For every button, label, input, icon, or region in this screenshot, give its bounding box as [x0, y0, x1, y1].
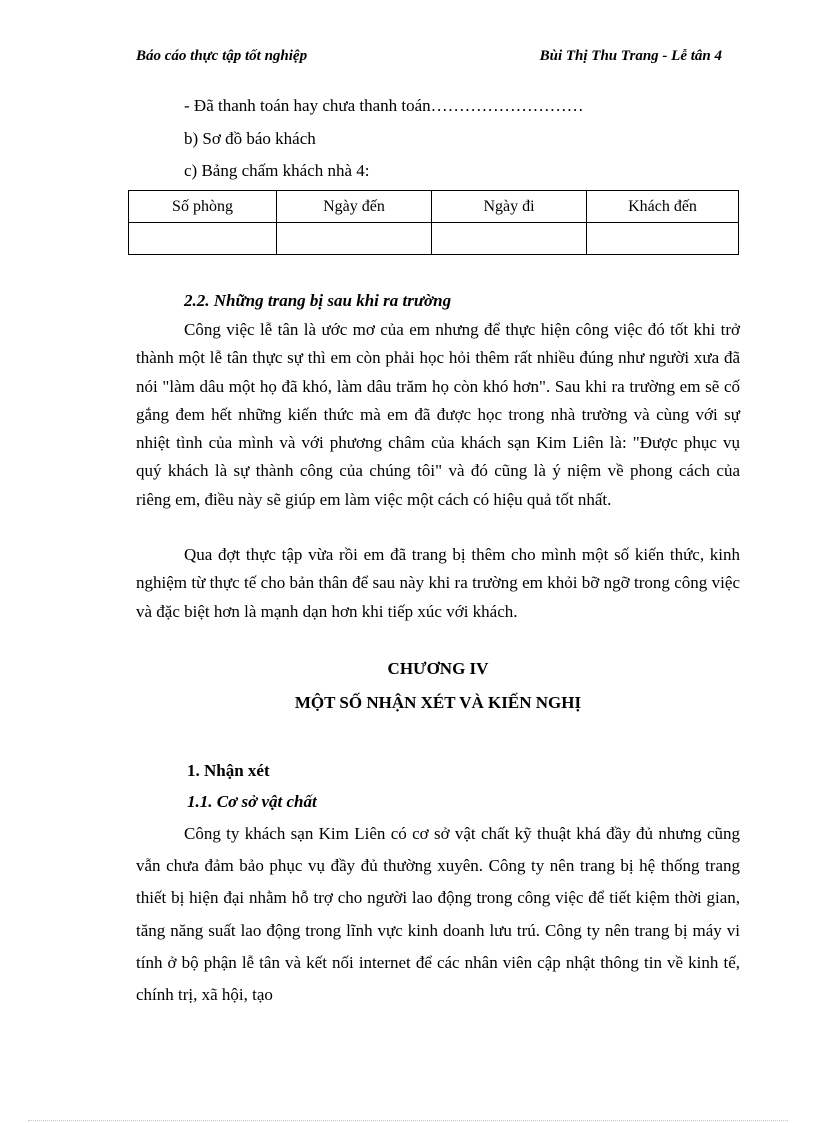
header-author: Bùi Thị Thu Trang - Lễ tân 4 [539, 48, 722, 64]
section-1-1-heading: 1.1. Cơ sở vật chất [187, 792, 317, 811]
payment-status-line: - Đã thanh toán hay chưa thanh toán……………………… [184, 96, 584, 115]
page-header [136, 48, 722, 70]
chapter-number: CHƯƠNG IV [387, 659, 489, 678]
section-2-2-heading: 2.2. Những trang bị sau khi ra trường [184, 291, 452, 310]
guest-report-diagram-line: b) Sơ đồ báo khách [184, 129, 316, 148]
header-report-title: Báo cáo thực tập tốt nghiệp [136, 48, 308, 64]
table-header-row [129, 191, 739, 223]
table-cell [277, 223, 432, 255]
section-2-2-paragraph-1: Công việc lễ tân là ước mơ của em nhưng để thực hiện công việc đó tốt khi trở thành một lễ tân thực sự thì em còn phải học hỏi thêm rất nhiều đúng như người xưa đã nói "làm dâu một họ đã khó, làm dâu trăm họ còn khó hơn". Sau khi ra trường em sẽ cố gắng đem hết những kiến thức mà em đã được học trong nhà trường và cùng với sự nhiệt tình của mình và với phương châm của khách sạn Kim Liên là: "Được phục vụ quý khách là sự thành công của chúng tôi" và đó cũng là ý niệm về phong cách của riêng em, điều này sẽ giúp em làm việc một cách có hiệu quả tốt nhất. [136, 320, 740, 509]
guest-checklist-line: c) Bảng chấm khách nhà 4: [184, 161, 370, 180]
column-header-arrival-date: Ngày đến [277, 191, 432, 223]
column-header-arriving-guests: Khách đến [587, 191, 739, 223]
page-bottom-rule [28, 1120, 788, 1121]
table-cell [432, 223, 587, 255]
column-header-room-number: Số phòng [129, 191, 277, 223]
chapter-title: MỘT SỐ NHẬN XÉT VÀ KIẾN NGHỊ [294, 693, 582, 712]
column-header-departure-date: Ngày đi [432, 191, 587, 223]
table-cell [587, 223, 739, 255]
section-2-2-paragraph-2: Qua đợt thực tập vừa rồi em đã trang bị thêm cho mình một số kiến thức, kinh nghiệm từ thực tế cho bản thân để sau này khi ra trường em khỏi bỡ ngỡ trong công việc và đặc biệt hơn là mạnh dạn hơn khi tiếp xúc với khách. [136, 545, 740, 621]
section-1-heading: 1. Nhận xét [187, 761, 270, 780]
guest-checklist-table [128, 190, 739, 255]
table-cell [129, 223, 277, 255]
table-row [129, 223, 739, 255]
section-1-1-paragraph: Công ty khách sạn Kim Liên có cơ sở vật chất kỹ thuật khá đầy đủ nhưng cũng vẫn chưa đảm bảo phục vụ đầy đủ thường xuyên. Công ty nên trang bị hệ thống trang thiết bị hiện đại nhằm hỗ trợ cho người lao động trong công việc để tiết kiệm thời gian, tăng năng suất lao động trong lĩnh vực kinh doanh lưu trú. Công ty nên trang bị máy vi tính ở bộ phận lễ tân và kết nối internet để các nhân viên cập nhật thông tin về kinh tế, chính trị, xã hội, tạo [136, 824, 740, 1005]
